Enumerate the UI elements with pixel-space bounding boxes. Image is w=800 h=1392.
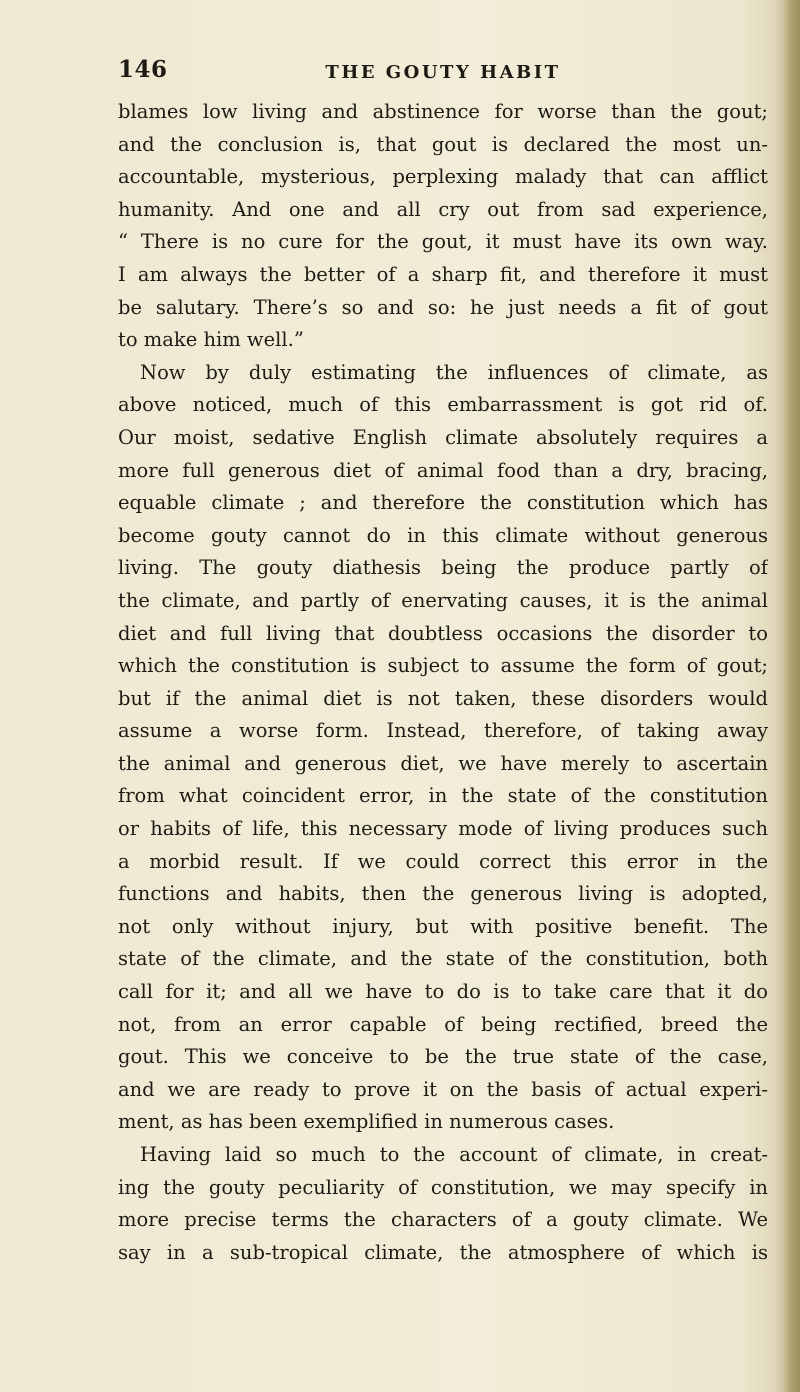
text-line: and the conclusion is, that gout is declared the most un- <box>118 132 768 156</box>
text-line: the animal and generous diet, we have merely to ascertain <box>118 751 768 775</box>
text-line: more full generous diet of animal food than a dry, bracing, <box>118 458 768 482</box>
running-title: THE GOUTY HABIT <box>325 62 561 83</box>
text-line: call for it; and all we have to do is to take care that it do <box>118 980 768 1004</box>
running-head <box>118 56 768 92</box>
text-line: Having laid so much to the account of climate, in creat- <box>140 1143 768 1166</box>
text-line: ment, as has been exemplified in numerous cases. <box>118 1110 615 1134</box>
text-line: accountable, mysterious, perplexing malady that can afflict <box>118 165 768 189</box>
text-line: diet and full living that doubtless occasions the disorder to <box>118 621 768 645</box>
text-line: gout. This we conceive to be the true state of the case, <box>118 1045 768 1069</box>
page-number: 146 <box>118 56 168 83</box>
text-line: become gouty cannot do in this climate without generous <box>118 523 768 547</box>
text-line: equable climate ; and therefore the constitution which has <box>118 491 768 515</box>
text-line: a morbid result. If we could correct this error in the <box>118 849 768 873</box>
page-fold-shadow <box>774 0 784 1392</box>
text-line: humanity. And one and all cry out from sad experience, <box>118 197 768 221</box>
text-line: be salutary. There’s so and so: he just needs a fit of gout <box>118 295 768 319</box>
body-text <box>118 96 768 1269</box>
text-line: above noticed, much of this embarrassment is got rid of. <box>118 393 768 417</box>
text-line: say in a sub-tropical climate, the atmosphere of which is <box>118 1240 768 1264</box>
text-line: the climate, and partly of enervating causes, it is the animal <box>118 588 768 612</box>
text-line: which the constitution is subject to assume the form of gout; <box>118 654 768 678</box>
text-line: functions and habits, then the generous living is adopted, <box>118 882 768 906</box>
text-line: or habits of life, this necessary mode of living produces such <box>118 817 768 841</box>
text-line: but if the animal diet is not taken, these disorders would <box>118 686 768 710</box>
text-line: not, from an error capable of being rectified, breed the <box>118 1012 768 1036</box>
text-line: and we are ready to prove it on the basis of actual experi- <box>118 1077 768 1101</box>
text-line: “ There is no cure for the gout, it must have its own way. <box>118 230 768 254</box>
text-line: to make him well.” <box>118 328 304 352</box>
text-line: living. The gouty diathesis being the produce partly of <box>118 556 768 580</box>
text-line: assume a worse form. Instead, therefore, of taking away <box>118 719 768 743</box>
page-edge <box>784 0 800 1392</box>
text-line: Now by duly estimating the influences of climate, as <box>140 360 768 384</box>
text-line: not only without injury, but with positive benefit. The <box>118 914 768 938</box>
text-line: blames low living and abstinence for worse than the gout; <box>118 100 768 123</box>
text-line: from what coincident error, in the state of the constitution <box>118 784 768 808</box>
text-line: more precise terms the characters of a gouty climate. We <box>118 1208 768 1232</box>
text-line: ing the gouty peculiarity of constitution, we may specify in <box>118 1175 768 1199</box>
text-line: state of the climate, and the state of the constitution, both <box>118 947 768 971</box>
text-line: Our moist, sedative English climate absolutely requires a <box>118 425 768 449</box>
text-line: I am always the better of a sharp fit, and therefore it must <box>118 262 768 286</box>
